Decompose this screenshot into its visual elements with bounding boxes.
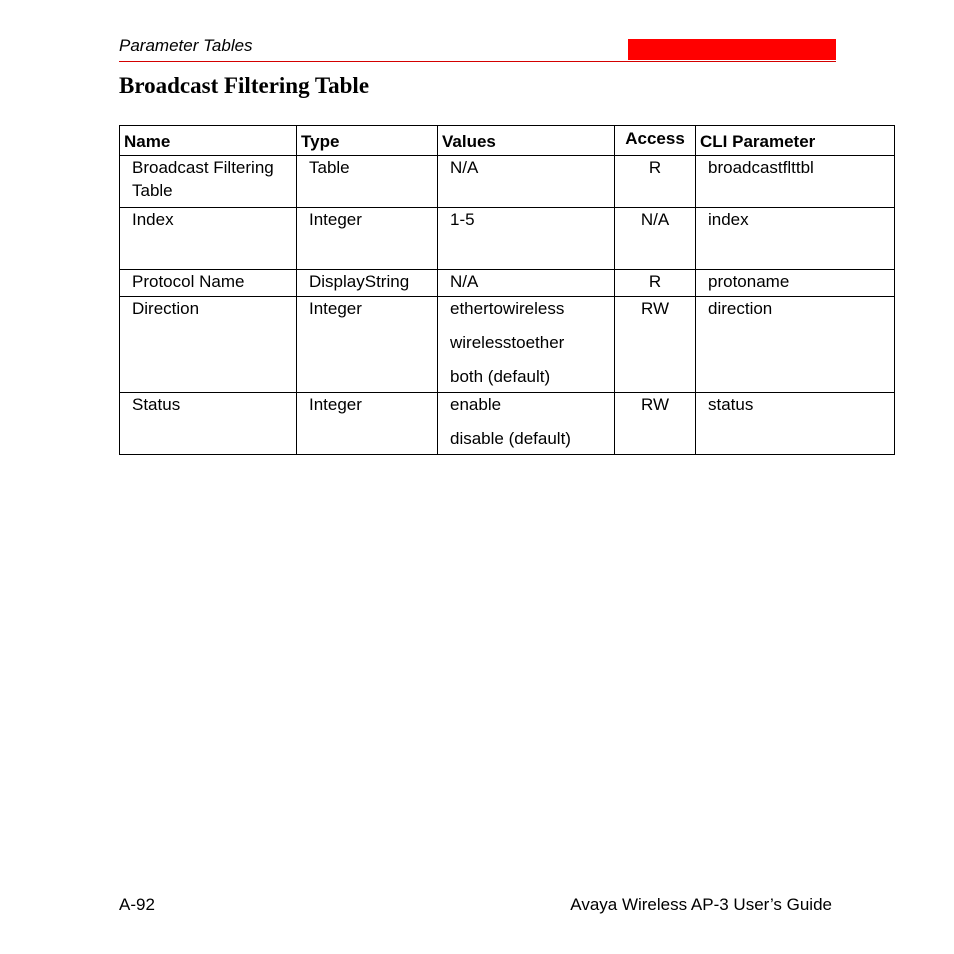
- cell-access: R: [615, 156, 696, 208]
- value-line: N/A: [450, 272, 479, 291]
- cell-values: [438, 270, 615, 297]
- value-line: both (default): [450, 367, 551, 386]
- running-head-title: Parameter Tables: [119, 36, 253, 55]
- table-row: [120, 393, 895, 455]
- cell-values: [438, 297, 615, 393]
- value-line: enable: [450, 395, 502, 414]
- table-row: [120, 208, 895, 270]
- column-header-access: Access: [615, 126, 696, 156]
- value-line: 1-5: [450, 210, 475, 229]
- cell-name: Direction: [120, 297, 297, 393]
- cell-cli-parameter: broadcastflttbl: [696, 156, 895, 208]
- cell-name: Status: [120, 393, 297, 455]
- guide-title: Avaya Wireless AP-3 User’s Guide: [570, 895, 832, 914]
- value-line: disable (default): [450, 429, 571, 448]
- cell-access: N/A: [615, 208, 696, 270]
- cell-values: [438, 156, 615, 208]
- cell-name: Broadcast Filtering Table: [120, 156, 297, 208]
- value-line: ethertowireless: [450, 299, 565, 318]
- column-header-values: Values: [438, 126, 615, 156]
- column-header-cli-parameter: CLI Parameter: [696, 126, 895, 156]
- cell-cli-parameter: protoname: [696, 270, 895, 297]
- cell-access: R: [615, 270, 696, 297]
- value-line: wirelesstoether: [450, 333, 565, 352]
- page-number: A-92: [119, 895, 155, 914]
- cell-access: RW: [615, 297, 696, 393]
- cell-name: Protocol Name: [120, 270, 297, 297]
- cell-type: Integer: [297, 208, 438, 270]
- header-rule: [119, 61, 836, 62]
- cell-values: [438, 393, 615, 455]
- cell-cli-parameter: index: [696, 208, 895, 270]
- column-header-type: Type: [297, 126, 438, 156]
- section-title: Broadcast Filtering Table: [119, 73, 370, 98]
- parameter-table: [119, 125, 895, 455]
- cell-cli-parameter: direction: [696, 297, 895, 393]
- table-row: [120, 156, 895, 208]
- cell-type: Table: [297, 156, 438, 208]
- table-header-row: [120, 126, 895, 156]
- cell-type: Integer: [297, 393, 438, 455]
- cell-values: [438, 208, 615, 270]
- table-row: [120, 270, 895, 297]
- value-line: N/A: [450, 158, 479, 177]
- cell-name: Index: [120, 208, 297, 270]
- cell-access: RW: [615, 393, 696, 455]
- header-accent-bar: [628, 39, 836, 60]
- cell-type: Integer: [297, 297, 438, 393]
- cell-cli-parameter: status: [696, 393, 895, 455]
- column-header-name: Name: [120, 126, 297, 156]
- cell-type: DisplayString: [297, 270, 438, 297]
- table-row: [120, 297, 895, 393]
